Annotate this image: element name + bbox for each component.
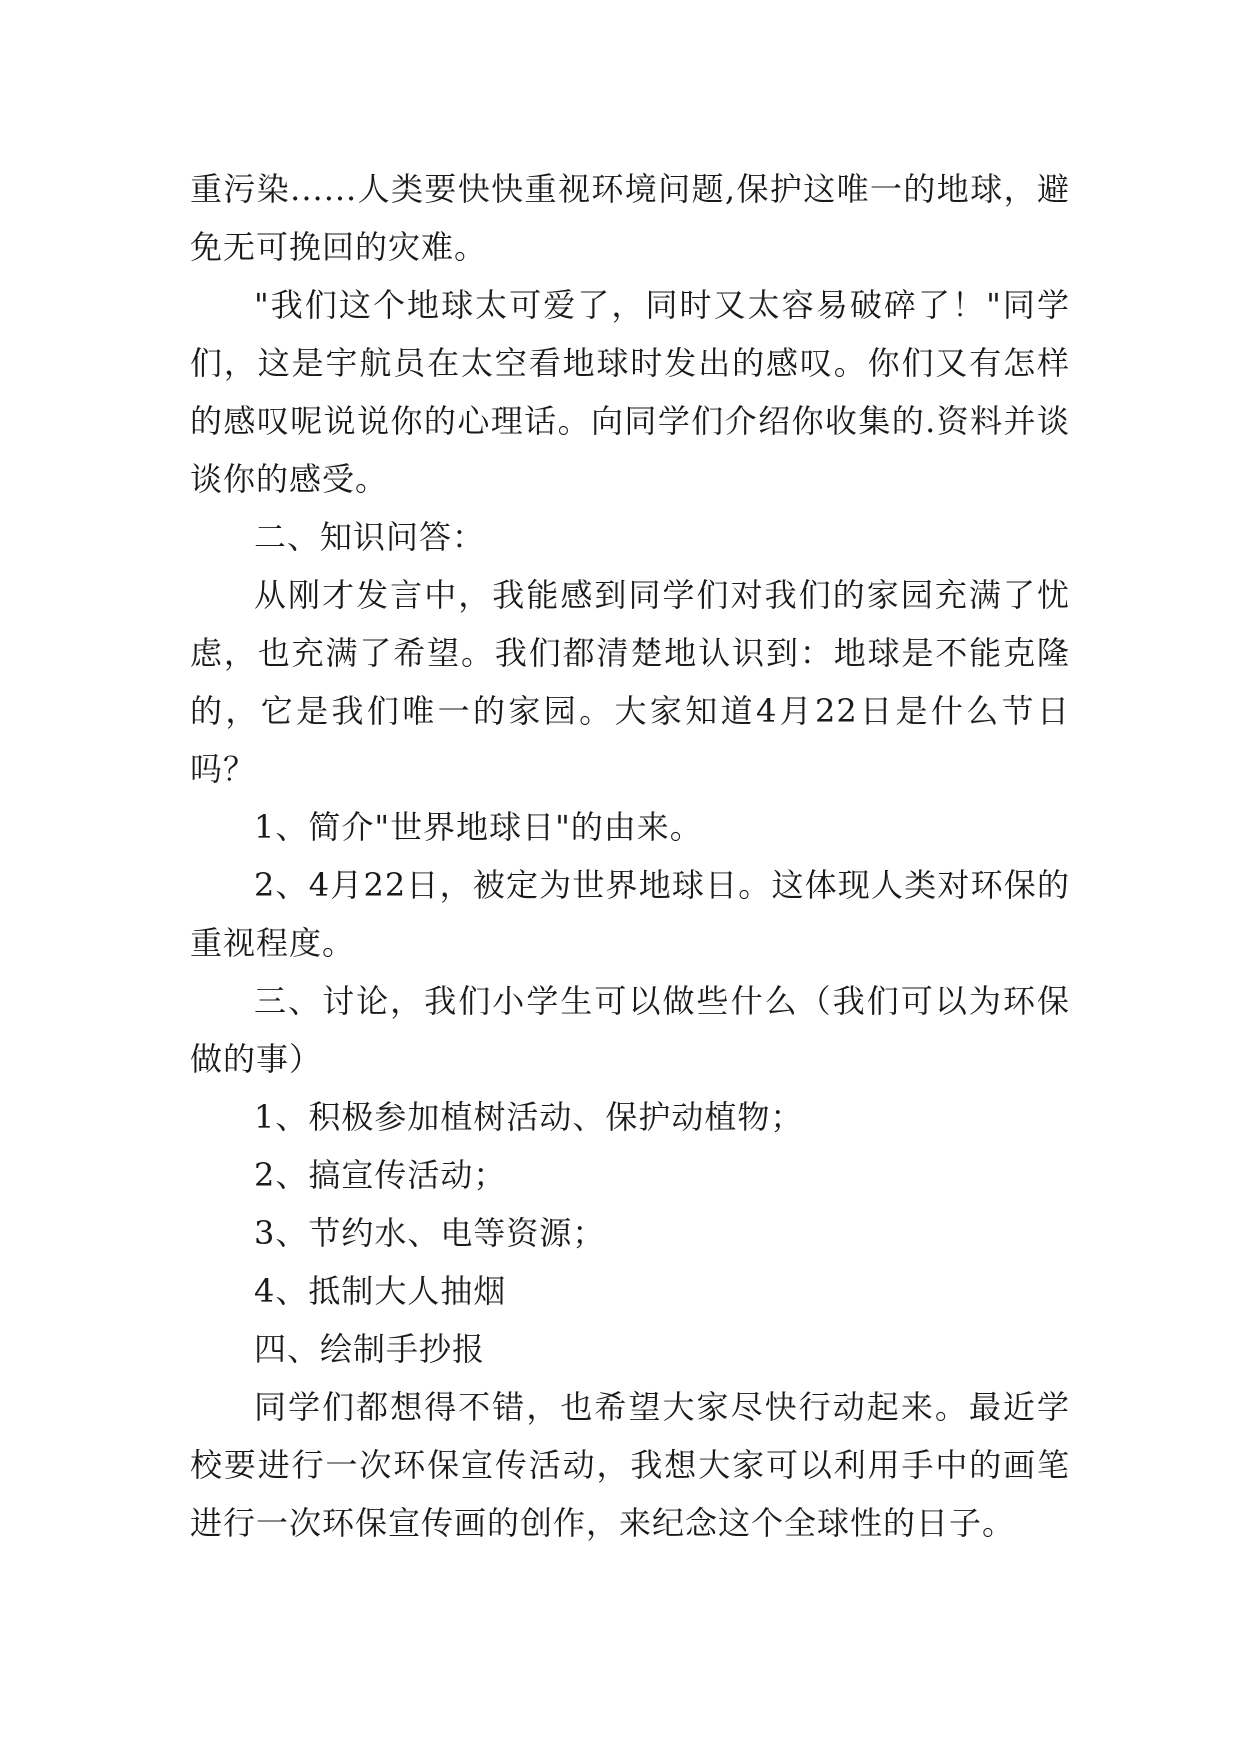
document-body bbox=[190, 160, 1070, 1552]
list-item-no-smoking: 4、抵制大人抽烟 bbox=[254, 1272, 507, 1310]
paragraph-astronaut-quote: "我们这个地球太可爱了，同时又太容易破碎了！"同学们，这是宇航员在太空看地球时发出的感叹。你们又有怎样的感叹呢说说你的心理话。向同学们介绍你收集的.资料并谈谈你的感受。 bbox=[190, 286, 1070, 498]
paragraph-earth-day-question: 从刚才发言中，我能感到同学们对我们的家园充满了忧虑，也充满了希望。我们都清楚地认识到：地球是不能克隆的，它是我们唯一的家园。大家知道4月22日是什么节日吗？ bbox=[190, 576, 1070, 788]
list-item-save-resources: 3、节约水、电等资源； bbox=[254, 1214, 606, 1252]
list-item-earth-day-date: 2、4月22日，被定为世界地球日。这体现人类对环保的重视程度。 bbox=[190, 866, 1070, 962]
paragraph-continuation: 重污染......人类要快快重视环境问题,保护这唯一的地球，避免无可挽回的灾难。 bbox=[190, 170, 1070, 266]
section-heading-knowledge-quiz: 二、知识问答： bbox=[254, 518, 486, 556]
section-heading-discussion: 三、讨论，我们小学生可以做些什么（我们可以为环保做的事） bbox=[190, 982, 1070, 1078]
list-item-earth-day-origin: 1、简介"世界地球日"的由来。 bbox=[254, 808, 703, 846]
list-item-promotion: 2、搞宣传活动； bbox=[254, 1156, 507, 1194]
paragraph-closing: 同学们都想得不错，也希望大家尽快行动起来。最近学校要进行一次环保宣传活动，我想大家可以利用手中的画笔进行一次环保宣传画的创作，来纪念这个全球性的日子。 bbox=[190, 1388, 1070, 1542]
section-heading-poster: 四、绘制手抄报 bbox=[254, 1330, 486, 1368]
list-item-plant-trees: 1、积极参加植树活动、保护动植物； bbox=[254, 1098, 804, 1136]
